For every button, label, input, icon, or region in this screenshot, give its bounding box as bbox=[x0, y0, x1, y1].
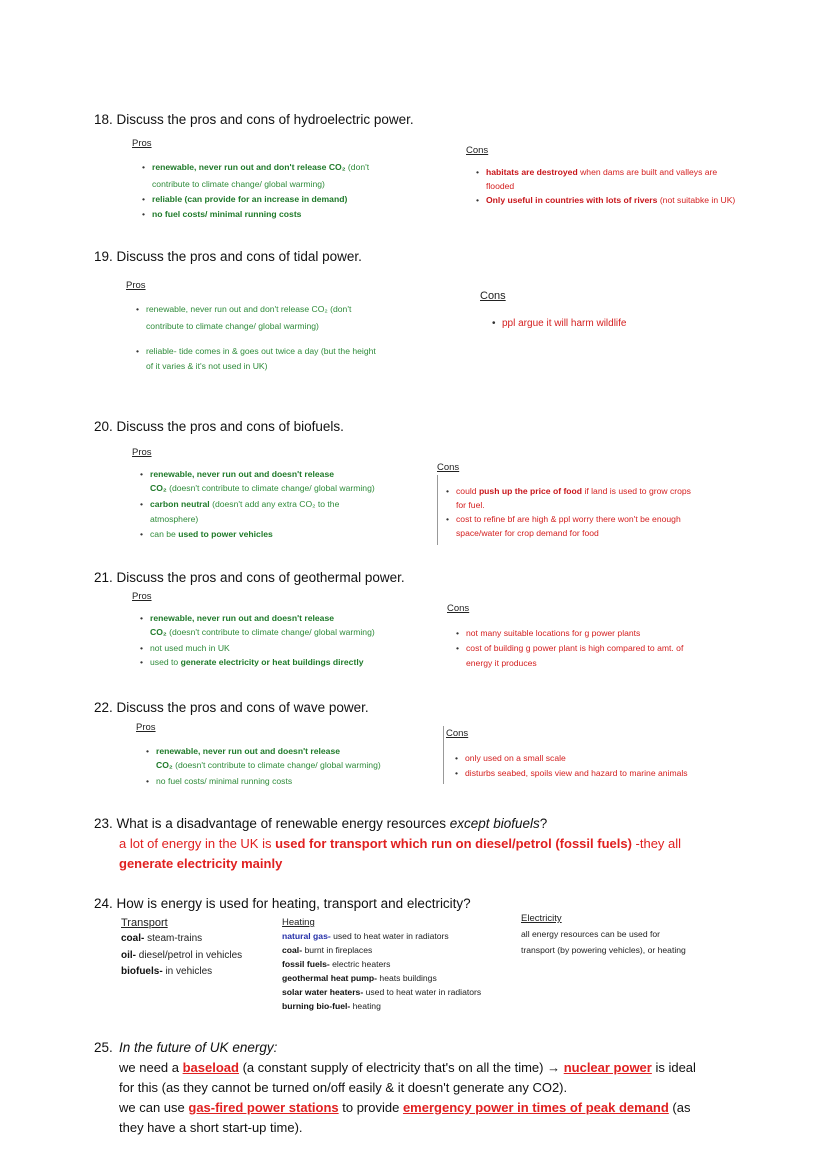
q22-con-1: • only used on a small scale bbox=[455, 753, 566, 763]
q18-pro-1: • renewable, never run out and don't release CO₂ (don't bbox=[142, 162, 370, 172]
q21-pro-1-cont: CO₂ (doesn't contribute to climate change/ global warming) bbox=[150, 627, 375, 637]
q19-pro-2-cont: of it varies & it's not used in UK) bbox=[146, 361, 268, 371]
q18-cons-heading: Cons bbox=[466, 145, 489, 156]
q20-pro-1: • renewable, never run out and doesn't release bbox=[140, 469, 335, 479]
q24-electricity-1: all energy resources can be used for bbox=[521, 929, 661, 939]
q24-title: 24. How is energy is used for heating, transport and electricity? bbox=[94, 896, 471, 911]
q18-con-1-cont: flooded bbox=[486, 181, 515, 191]
q21-pros-heading: Pros bbox=[132, 591, 152, 602]
q20-con-1: • could push up the price of food if land is used to grow crops bbox=[446, 486, 691, 496]
q20-pro-2-cont: atmosphere) bbox=[150, 514, 199, 524]
q24-transport-3: biofuels- in vehicles bbox=[121, 966, 213, 977]
q24-transport-1: coal- steam-trains bbox=[121, 933, 203, 944]
q22-title: 22. Discuss the pros and cons of wave power. bbox=[94, 700, 369, 715]
q24-heating-2: coal- burnt in fireplaces bbox=[282, 945, 373, 955]
q19-pro-1-cont: contribute to climate change/ global warming) bbox=[146, 321, 319, 331]
q21-con-1: • not many suitable locations for g power plants bbox=[456, 628, 641, 638]
q20-con-1-cont: for fuel. bbox=[456, 500, 485, 510]
q22-cons-heading: Cons bbox=[446, 728, 469, 739]
q19-pros-heading: Pros bbox=[126, 280, 146, 291]
q21-pro-2: • not used much in UK bbox=[140, 643, 230, 653]
q21-pro-1: • renewable, never run out and doesn't release bbox=[140, 613, 335, 623]
q22-pros-heading: Pros bbox=[136, 722, 156, 733]
q23-answer-2: generate electricity mainly bbox=[119, 856, 283, 871]
q20-cons-heading: Cons bbox=[437, 462, 460, 473]
q20-pros-heading: Pros bbox=[132, 447, 152, 458]
q20-pro-1-cont: CO₂ (doesn't contribute to climate change/ global warming) bbox=[150, 483, 375, 493]
q18-pro-2: • reliable (can provide for an increase in demand) bbox=[142, 194, 348, 204]
q24-transport-2: oil- diesel/petrol in vehicles bbox=[121, 950, 243, 961]
q23-title: 23. What is a disadvantage of renewable energy resources except biofuels? bbox=[94, 816, 548, 831]
q22-con-2: • disturbs seabed, spoils view and hazard to marine animals bbox=[455, 768, 688, 778]
q20-con-2: • cost to refine bf are high & ppl worry there won't be enough bbox=[446, 514, 681, 524]
q18-title: 18. Discuss the pros and cons of hydroelectric power. bbox=[94, 112, 414, 127]
q24-heating-4: geothermal heat pump- heats buildings bbox=[282, 973, 437, 983]
q21-con-2: • cost of building g power plant is high compared to amt. of bbox=[456, 643, 684, 653]
q22-pro-1-cont: CO₂ (doesn't contribute to climate change/ global warming) bbox=[156, 760, 381, 770]
q25-title: 25. In the future of UK energy: bbox=[94, 1040, 278, 1055]
q22-pro-1: • renewable, never run out and doesn't release bbox=[146, 746, 341, 756]
q25-line-2: for this (as they cannot be turned on/off easily & it doesn't generate any CO2). bbox=[119, 1080, 568, 1095]
q21-pro-3: • used to generate electricity or heat buildings directly bbox=[140, 657, 364, 667]
q23-answer-1: a lot of energy in the UK is used for transport which run on diesel/petrol (fossil fuels) -they all bbox=[119, 836, 682, 851]
q20-divider bbox=[437, 475, 438, 545]
q19-pro-2: • reliable- tide comes in & goes out twice a day (but the height bbox=[136, 346, 376, 356]
q19-pro-1: • renewable, never run out and don't release CO₂ (don't bbox=[136, 304, 352, 314]
q25-line-4: they have a short start-up time). bbox=[119, 1120, 303, 1135]
q24-electricity-2: transport (by powering vehicles), or heating bbox=[521, 945, 686, 955]
q25-line-1: we need a baseload (a constant supply of electricity that's on all the time) → nuclear power is ideal bbox=[119, 1060, 696, 1075]
q18-con-1: • habitats are destroyed when dams are built and valleys are bbox=[476, 167, 718, 177]
q22-divider bbox=[443, 726, 444, 784]
q21-con-2-cont: energy it produces bbox=[466, 658, 537, 668]
q24-heating-3: fossil fuels- electric heaters bbox=[282, 959, 391, 969]
q24-heating-6: burning bio-fuel- heating bbox=[282, 1001, 381, 1011]
q21-title: 21. Discuss the pros and cons of geothermal power. bbox=[94, 570, 405, 585]
q20-pro-2: • carbon neutral (doesn't add any extra CO₂ to the bbox=[140, 499, 340, 509]
q18-pro-3: • no fuel costs/ minimal running costs bbox=[142, 209, 302, 219]
q20-con-2-cont: space/water for crop demand for food bbox=[456, 528, 599, 538]
q18-con-2: • Only useful in countries with lots of rivers (not suitabke in UK) bbox=[476, 195, 736, 205]
q24-heating-5: solar water heaters- used to heat water in radiators bbox=[282, 987, 482, 997]
q24-heating-1: natural gas- used to heat water in radiators bbox=[282, 931, 449, 941]
q18-pro-1-cont: contribute to climate change/ global warming) bbox=[152, 179, 325, 189]
q24-electricity-heading: Electricity bbox=[521, 913, 562, 924]
q24-transport-heading: Transport bbox=[121, 917, 168, 929]
q22-pro-2: • no fuel costs/ minimal running costs bbox=[146, 776, 293, 786]
q20-pro-3: • can be used to power vehicles bbox=[140, 529, 273, 539]
q19-con-1: • ppl argue it will harm wildlife bbox=[492, 318, 627, 329]
q20-title: 20. Discuss the pros and cons of biofuels. bbox=[94, 419, 344, 434]
q25-line-3: we can use gas-fired power stations to provide emergency power in times of peak demand (as bbox=[119, 1100, 691, 1115]
q21-cons-heading: Cons bbox=[447, 603, 470, 614]
q19-title: 19. Discuss the pros and cons of tidal power. bbox=[94, 249, 362, 264]
q24-heating-heading: Heating bbox=[282, 917, 315, 928]
q18-pros-heading: Pros bbox=[132, 138, 152, 149]
q19-cons-heading: Cons bbox=[480, 290, 506, 302]
